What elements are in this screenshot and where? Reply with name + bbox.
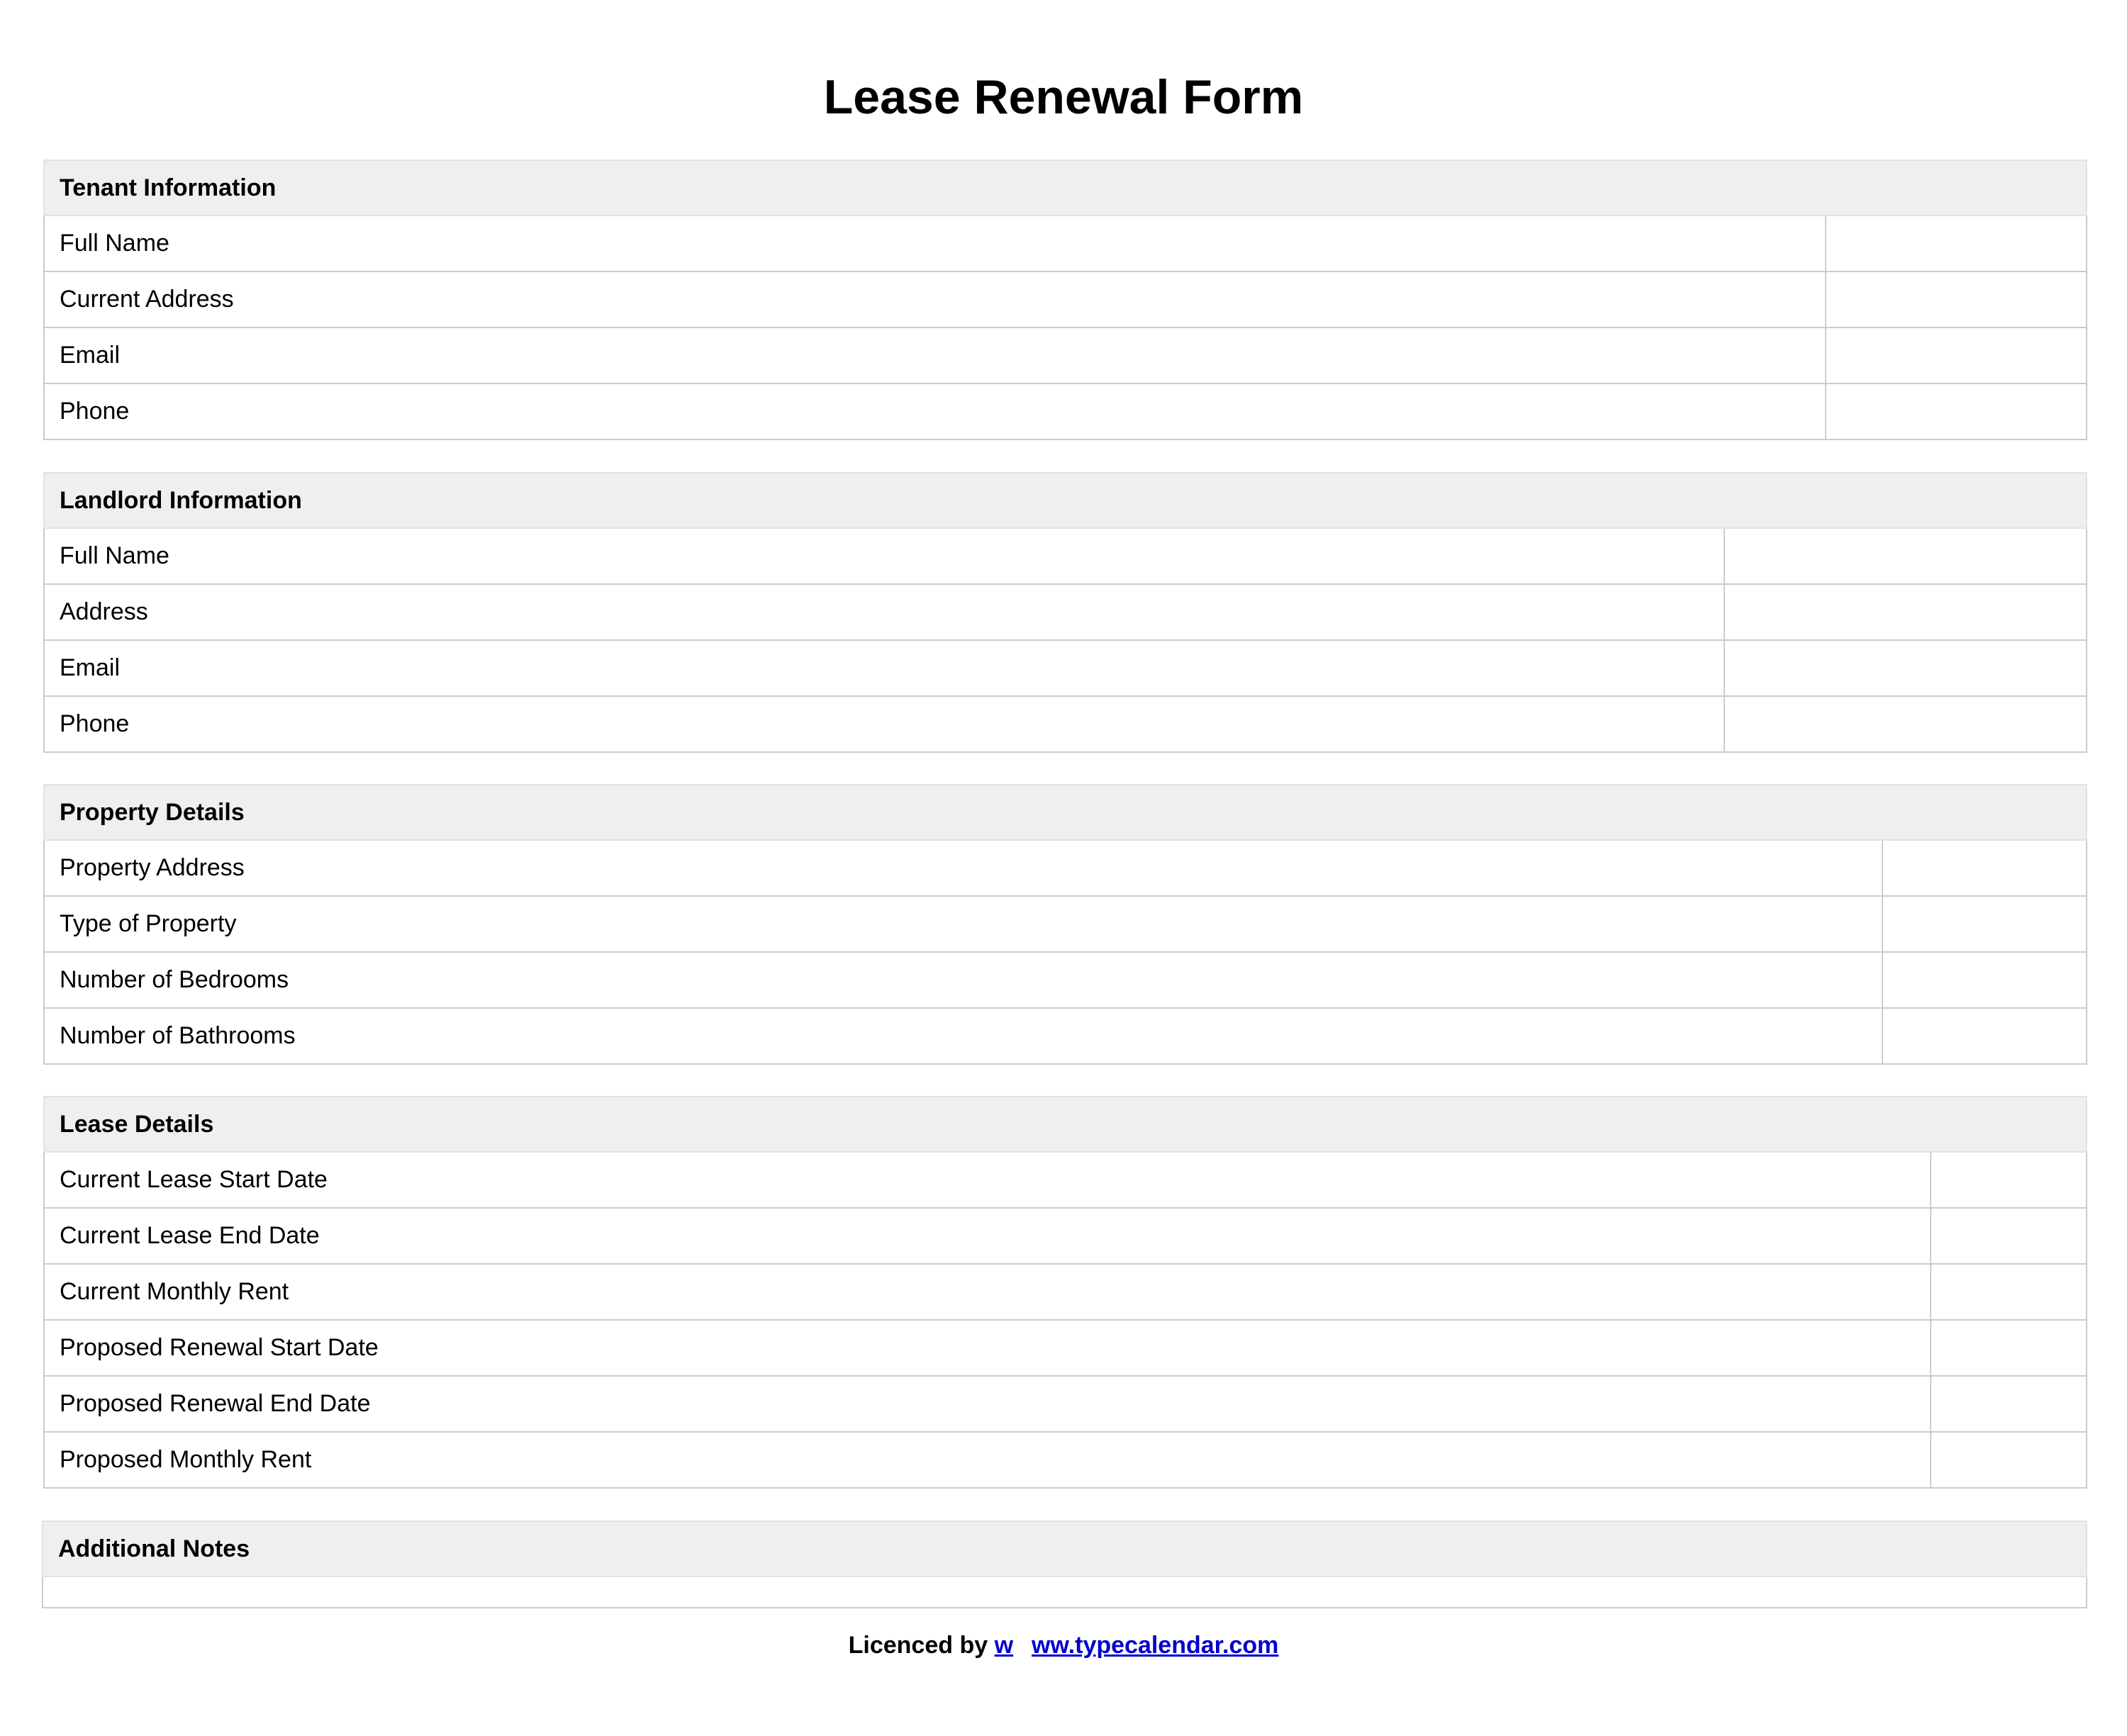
table-row (45, 216, 2086, 271)
additional-notes-section (42, 1521, 2087, 1608)
row-label: Number of Bathrooms (45, 1009, 1883, 1063)
landlord-phone-field[interactable] (1725, 697, 2086, 751)
row-label: Full Name (45, 529, 1725, 583)
landlord-table (43, 529, 2087, 753)
row-label: Proposed Renewal End Date (45, 1377, 1931, 1431)
section-header: Landlord Information (43, 472, 2087, 529)
row-label: Address (45, 585, 1725, 639)
lease-details-section (43, 1096, 2087, 1489)
table-row (45, 1153, 2086, 1207)
table-row (45, 639, 2086, 695)
table-row (45, 1263, 2086, 1319)
landlord-address-field[interactable] (1725, 585, 2086, 639)
licence-link-part2[interactable]: ww.typecalendar.com (1032, 1632, 1279, 1659)
footer-licence (0, 1629, 2127, 1662)
section-header: Lease Details (43, 1096, 2087, 1153)
tenant-phone-field[interactable] (1826, 384, 2086, 439)
section-header: Tenant Information (43, 159, 2087, 216)
row-label: Type of Property (45, 897, 1883, 951)
table-row (45, 1007, 2086, 1063)
licence-link-part1[interactable]: w (994, 1632, 1014, 1659)
row-label: Current Address (45, 272, 1826, 327)
row-label: Phone (45, 384, 1826, 439)
table-row (45, 271, 2086, 327)
tenant-information-section (43, 159, 2087, 440)
current-lease-start-date-field[interactable] (1931, 1153, 2086, 1207)
current-monthly-rent-field[interactable] (1931, 1265, 2086, 1319)
property-bathrooms-field[interactable] (1883, 1009, 2086, 1063)
table-row (45, 1319, 2086, 1375)
tenant-current-address-field[interactable] (1826, 272, 2086, 327)
row-label: Property Address (45, 841, 1883, 895)
table-row (45, 1207, 2086, 1263)
current-lease-end-date-field[interactable] (1931, 1209, 2086, 1263)
proposed-monthly-rent-field[interactable] (1931, 1433, 2086, 1487)
row-label: Phone (45, 697, 1725, 751)
proposed-renewal-end-date-field[interactable] (1931, 1377, 2086, 1431)
additional-notes-field[interactable] (42, 1577, 2087, 1608)
row-label: Full Name (45, 216, 1826, 271)
property-details-section (43, 784, 2087, 1065)
property-address-field[interactable] (1883, 841, 2086, 895)
row-label: Proposed Renewal Start Date (45, 1321, 1931, 1375)
row-label: Proposed Monthly Rent (45, 1433, 1931, 1487)
landlord-full-name-field[interactable] (1725, 529, 2086, 583)
tenant-full-name-field[interactable] (1826, 216, 2086, 271)
table-row (45, 383, 2086, 439)
landlord-email-field[interactable] (1725, 641, 2086, 695)
row-label: Email (45, 641, 1725, 695)
row-label: Number of Bedrooms (45, 953, 1883, 1007)
table-row (45, 583, 2086, 639)
table-row (45, 841, 2086, 895)
row-label: Current Monthly Rent (45, 1265, 1931, 1319)
tenant-table (43, 216, 2087, 440)
property-table (43, 841, 2087, 1065)
table-row (45, 327, 2086, 383)
row-label: Current Lease Start Date (45, 1153, 1931, 1207)
landlord-information-section (43, 472, 2087, 753)
footer-prefix: Licenced by (848, 1632, 988, 1659)
property-bedrooms-field[interactable] (1883, 953, 2086, 1007)
table-row (45, 951, 2086, 1007)
row-label: Current Lease End Date (45, 1209, 1931, 1263)
tenant-email-field[interactable] (1826, 328, 2086, 383)
section-header: Property Details (43, 784, 2087, 841)
table-row (45, 529, 2086, 583)
table-row (45, 695, 2086, 751)
table-row (45, 1375, 2086, 1431)
table-row (45, 1431, 2086, 1487)
lease-table (43, 1153, 2087, 1489)
form-title: Lease Renewal Form (823, 70, 1304, 124)
property-type-field[interactable] (1883, 897, 2086, 951)
section-header: Additional Notes (42, 1521, 2087, 1577)
row-label: Email (45, 328, 1826, 383)
proposed-renewal-start-date-field[interactable] (1931, 1321, 2086, 1375)
table-row (45, 895, 2086, 951)
